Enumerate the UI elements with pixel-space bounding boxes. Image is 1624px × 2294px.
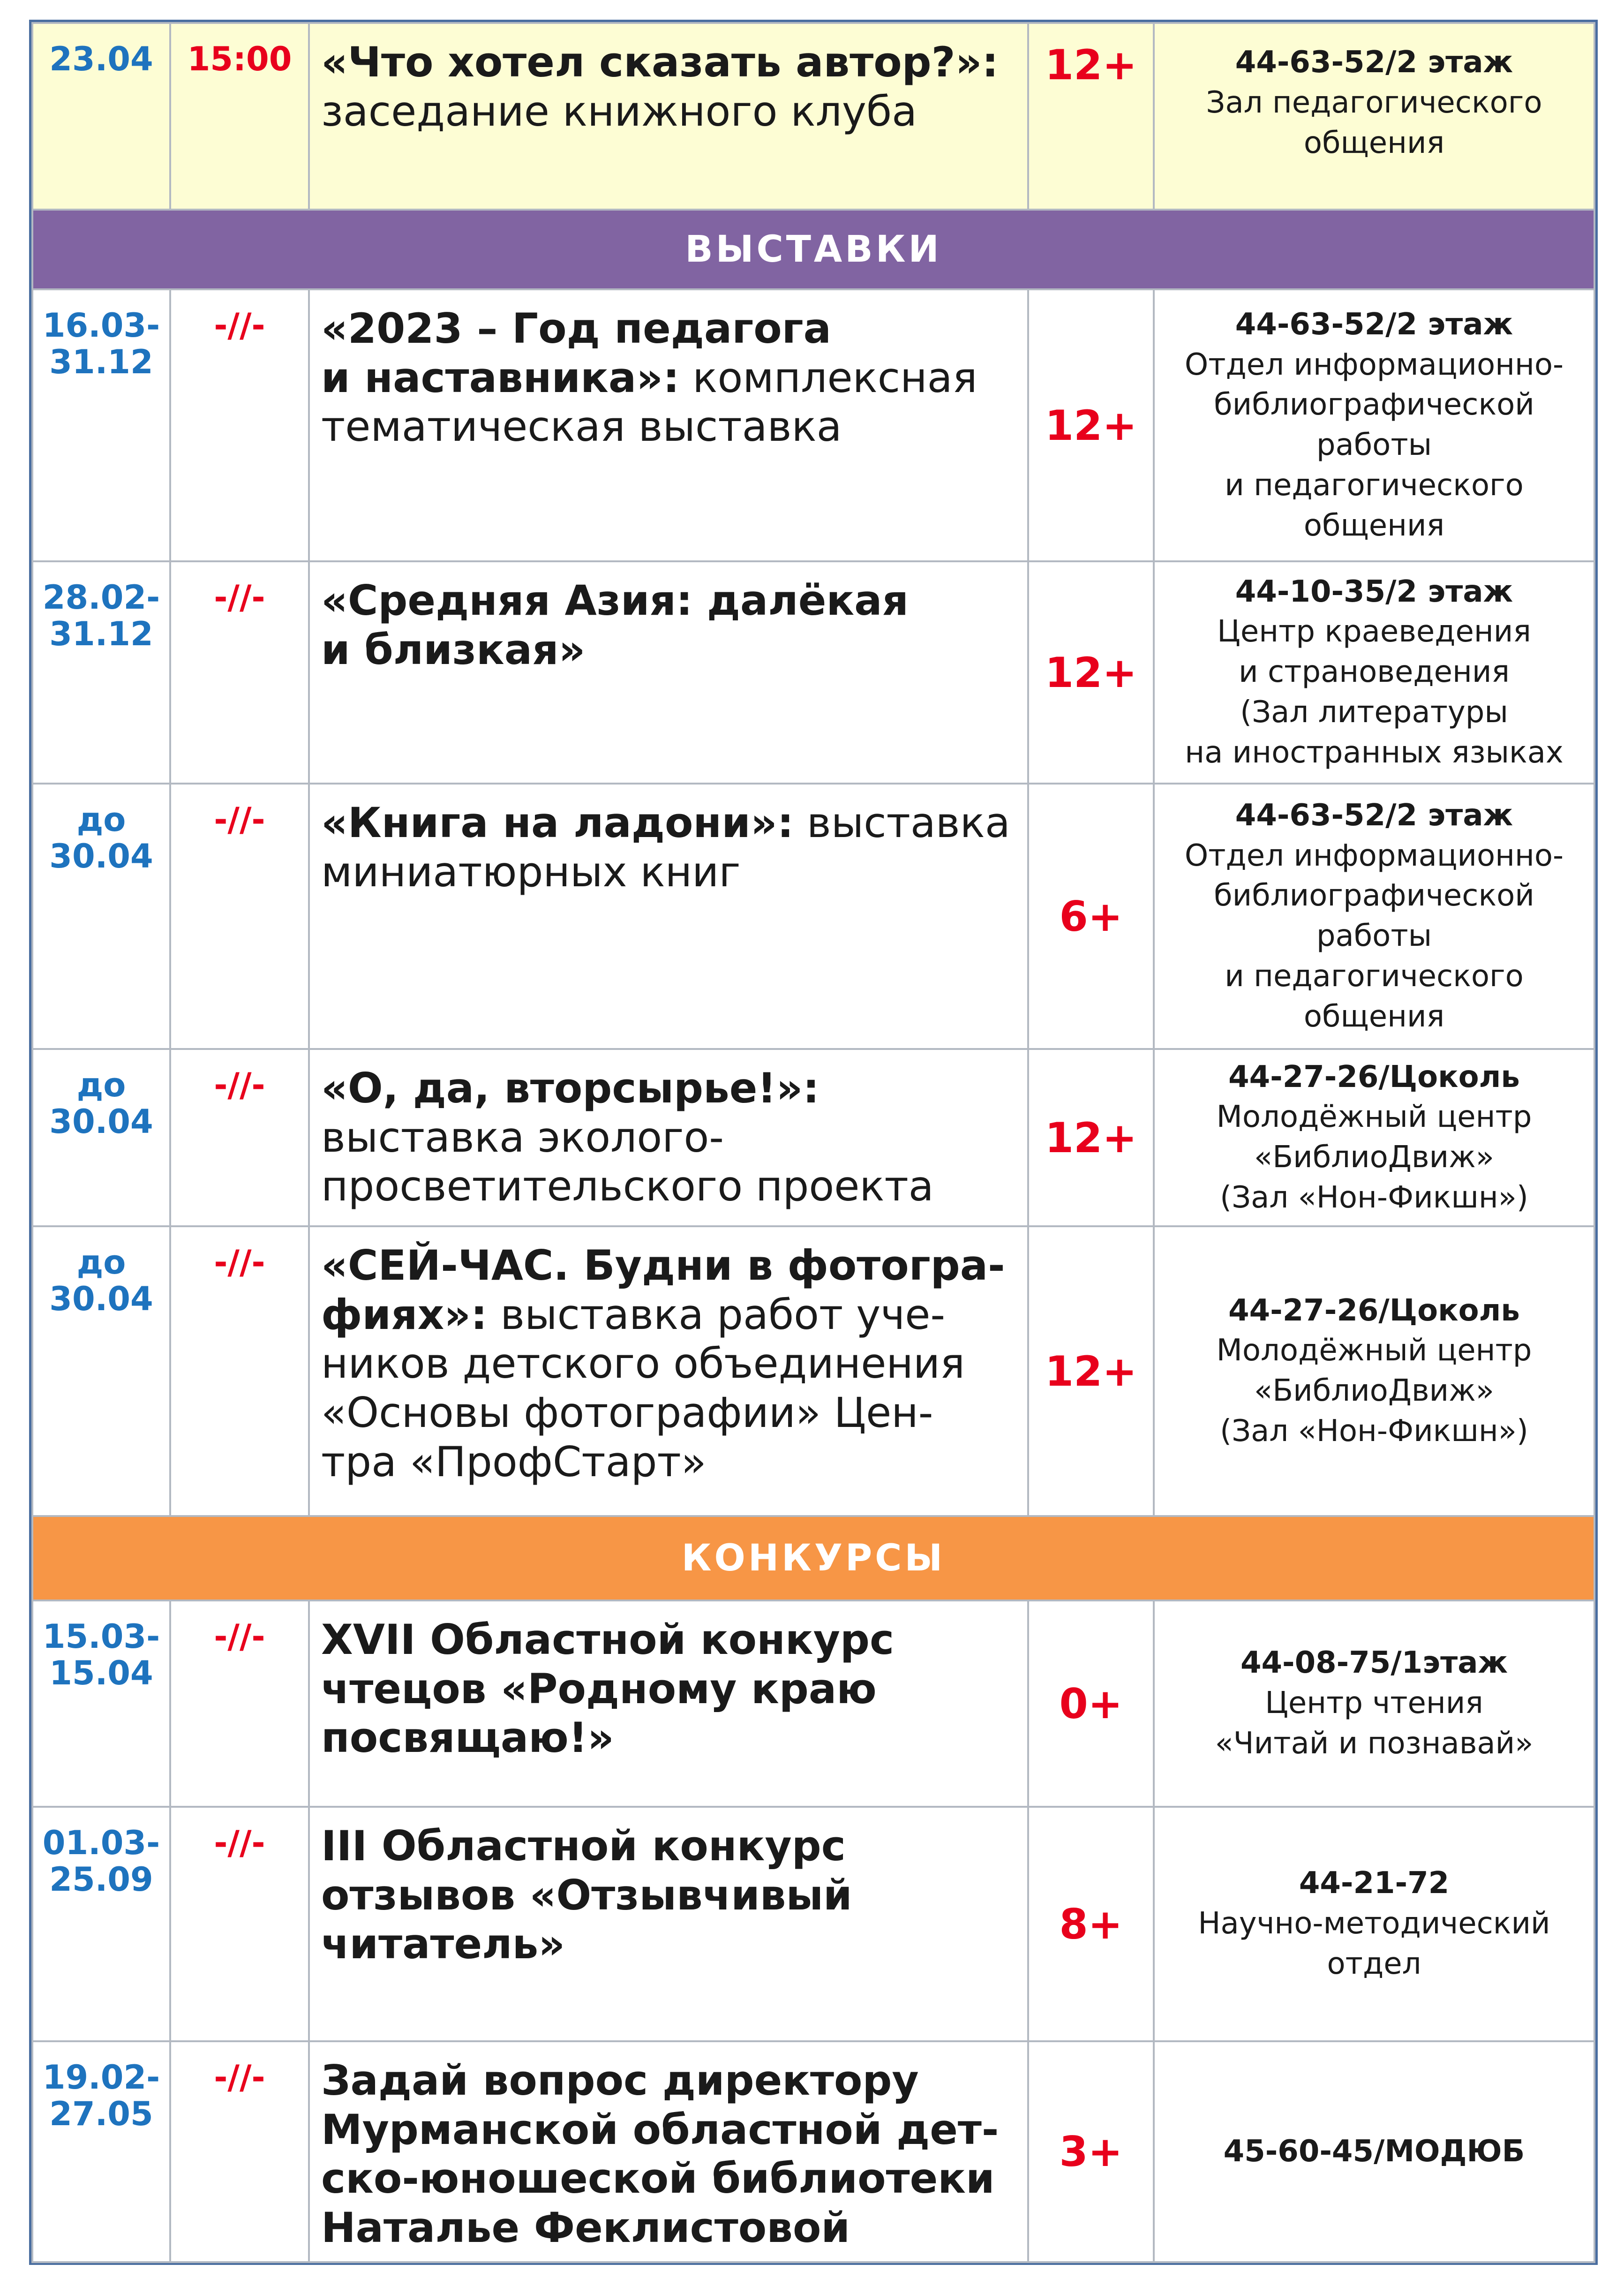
event-title-rest: комплексная (679, 353, 977, 402)
place-line: Центр краеведения (1217, 614, 1531, 649)
place-line: «БиблиоДвиж» (1254, 1140, 1494, 1175)
date-start: 16.03- (42, 306, 160, 345)
event-date (32, 289, 170, 561)
event-place (1154, 1600, 1594, 1807)
place-line: и педагогического (1225, 958, 1524, 994)
event-date (32, 1807, 170, 2041)
table-row (32, 1049, 1594, 1226)
section-title: КОНКУРСЫ (32, 1516, 1594, 1600)
event-title-rest: «Основы фотографии» Цен- (321, 1388, 933, 1437)
date-start: до (76, 1243, 126, 1282)
table-row-book-club (32, 23, 1594, 210)
event-title-rest: заседание книжного клуба (321, 87, 917, 136)
table-row (32, 1807, 1594, 2041)
place-line: работы (1316, 919, 1432, 953)
place-line: Отдел информационно- (1184, 347, 1564, 382)
event-title-bold: Мурманской областной дет- (321, 2105, 999, 2154)
event-date (32, 1600, 170, 1807)
age-rating: 12+ (1028, 1049, 1154, 1226)
event-title (309, 2041, 1028, 2262)
event-title-bold: читатель» (321, 1920, 565, 1969)
event-title-rest: выставка (793, 799, 1010, 847)
place-line: Зал педагогического (1206, 85, 1542, 120)
date-start: 01.03- (42, 1824, 160, 1862)
schedule-sheet (29, 20, 1598, 2265)
event-place (1154, 1226, 1594, 1516)
date-start: до (76, 1066, 126, 1104)
event-title-bold: III Областной конкурс (321, 1822, 846, 1870)
place-line: библиографической (1214, 878, 1534, 913)
place-phone: 44-21-72 (1299, 1866, 1450, 1901)
schedule-table (31, 22, 1595, 2263)
age-rating: 12+ (1028, 23, 1154, 210)
place-phone: 44-08-75/1этаж (1240, 1645, 1508, 1681)
section-exhibitions (32, 210, 1594, 289)
event-date: 23.04 (32, 23, 170, 210)
event-date (32, 561, 170, 784)
date-start: 19.02- (42, 2058, 160, 2097)
event-title-bold: и наставника»: (321, 353, 680, 402)
event-title (309, 1600, 1028, 1807)
age-rating: 12+ (1028, 561, 1154, 784)
event-title (309, 784, 1028, 1049)
event-title-bold: «Что хотел сказать автор?»: (321, 38, 999, 86)
place-line: библиографической (1214, 387, 1534, 423)
event-time: -//- (170, 1600, 309, 1807)
place-phone: 44-63-52/2 этаж (1235, 45, 1513, 80)
date-start: 28.02- (42, 578, 160, 617)
event-title (309, 1807, 1028, 2041)
place-line: (Зал литературы (1240, 694, 1508, 730)
place-line: Научно-методический (1198, 1906, 1550, 1941)
event-time: -//- (170, 784, 309, 1049)
event-place (1154, 23, 1594, 210)
place-line: «Читай и познавай» (1215, 1726, 1534, 1761)
event-title-rest: просветительского проекта (321, 1162, 934, 1211)
event-place (1154, 784, 1594, 1049)
event-title-bold: отзывов «Отзывчивый (321, 1871, 852, 1919)
place-phone: 44-63-52/2 этаж (1235, 307, 1513, 342)
event-time: -//- (170, 1049, 309, 1226)
place-line: на иностранных языках (1185, 735, 1564, 770)
place-phone: 45-60-45/МОДЮБ (1223, 2134, 1525, 2169)
event-date (32, 2041, 170, 2262)
place-line: и педагогического (1225, 468, 1524, 503)
event-title-rest: тематическая выставка (321, 402, 842, 451)
place-line: Отдел информационно- (1184, 838, 1564, 873)
age-rating: 12+ (1028, 1226, 1154, 1516)
event-time: -//- (170, 1807, 309, 2041)
table-row (32, 561, 1594, 784)
event-title-rest: тра «ПрофСтарт» (321, 1437, 707, 1486)
event-title-bold: «Книга на ладони»: (321, 799, 794, 847)
event-title-bold: посвящаю!» (321, 1713, 614, 1762)
place-line: общения (1303, 508, 1445, 543)
event-time: -//- (170, 289, 309, 561)
event-title-rest: выставка работ уче- (487, 1290, 946, 1339)
place-line: общения (1303, 999, 1445, 1034)
date-end: 15.04 (49, 1654, 153, 1693)
date-end: 30.04 (49, 1280, 153, 1319)
event-title (309, 23, 1028, 210)
table-row (32, 2041, 1594, 2262)
date-start: до (76, 800, 126, 839)
place-phone: 44-27-26/Цоколь (1228, 1059, 1520, 1094)
event-date (32, 1049, 170, 1226)
place-line: (Зал «Нон-Фикшн») (1220, 1413, 1528, 1449)
place-line: Молодёжный центр (1216, 1100, 1532, 1135)
date-end: 30.04 (49, 1102, 153, 1141)
place-phone: 44-63-52/2 этаж (1235, 798, 1513, 833)
event-place (1154, 2041, 1594, 2262)
event-title-bold: Задай вопрос директору (321, 2056, 919, 2105)
event-title-rest: миниатюрных книг (321, 847, 741, 896)
place-phone: 44-27-26/Цоколь (1228, 1293, 1520, 1328)
date-end: 30.04 (49, 837, 153, 876)
date-end: 31.12 (49, 615, 153, 654)
event-title-bold: «Средняя Азия: далёкая (321, 576, 909, 625)
event-place (1154, 561, 1594, 784)
event-title (309, 289, 1028, 561)
event-title-rest: выставка эколого- (321, 1113, 724, 1162)
age-rating: 12+ (1028, 289, 1154, 561)
place-line: (Зал «Нон-Фикшн») (1220, 1180, 1528, 1215)
event-time: -//- (170, 561, 309, 784)
age-rating: 3+ (1028, 2041, 1154, 2262)
event-title-bold: «2023 – Год педагога (321, 304, 832, 353)
place-line: и страноведения (1239, 655, 1510, 690)
age-rating: 6+ (1028, 784, 1154, 1049)
place-line: Молодёжный центр (1216, 1333, 1532, 1368)
event-time: -//- (170, 2041, 309, 2262)
table-row (32, 784, 1594, 1049)
event-time: -//- (170, 1226, 309, 1516)
age-rating: 8+ (1028, 1807, 1154, 2041)
event-title-rest: ников детского объединения (321, 1339, 965, 1388)
event-title-bold: ско-юношеской библиотеки (321, 2154, 995, 2203)
table-row (32, 289, 1594, 561)
event-title-bold: и близкая» (321, 625, 586, 674)
place-line: работы (1316, 428, 1432, 462)
table-row (32, 1600, 1594, 1807)
event-date (32, 1226, 170, 1516)
event-title (309, 561, 1028, 784)
date-end: 31.12 (49, 343, 153, 382)
event-date (32, 784, 170, 1049)
event-place (1154, 1049, 1594, 1226)
place-line: «БиблиоДвиж» (1254, 1373, 1494, 1408)
age-rating: 0+ (1028, 1600, 1154, 1807)
place-phone: 44-10-35/2 этаж (1235, 574, 1513, 609)
section-contests (32, 1516, 1594, 1600)
event-title-bold: «СЕЙ-ЧАС. Будни в фотогра- (321, 1241, 1005, 1290)
event-place (1154, 1807, 1594, 2041)
date-start: 15.03- (42, 1617, 160, 1656)
place-line: отдел (1327, 1946, 1421, 1981)
event-title-bold: чтецов «Родному краю (321, 1664, 877, 1713)
event-title (309, 1049, 1028, 1226)
section-title: ВЫСТАВКИ (32, 210, 1594, 289)
place-line: общения (1303, 125, 1445, 160)
event-title (309, 1226, 1028, 1516)
place-line: Центр чтения (1265, 1686, 1483, 1721)
table-row (32, 1226, 1594, 1516)
event-title-bold: «О, да, вторсырье!»: (321, 1064, 820, 1112)
date-end: 25.09 (49, 1860, 153, 1899)
event-place (1154, 289, 1594, 561)
date-end: 27.05 (49, 2095, 153, 2134)
event-time: 15:00 (170, 23, 309, 210)
event-title-bold: фиях»: (321, 1290, 488, 1339)
event-title-bold: Наталье Феклистовой (321, 2203, 850, 2252)
event-title-bold: XVII Областной конкурс (321, 1615, 895, 1664)
